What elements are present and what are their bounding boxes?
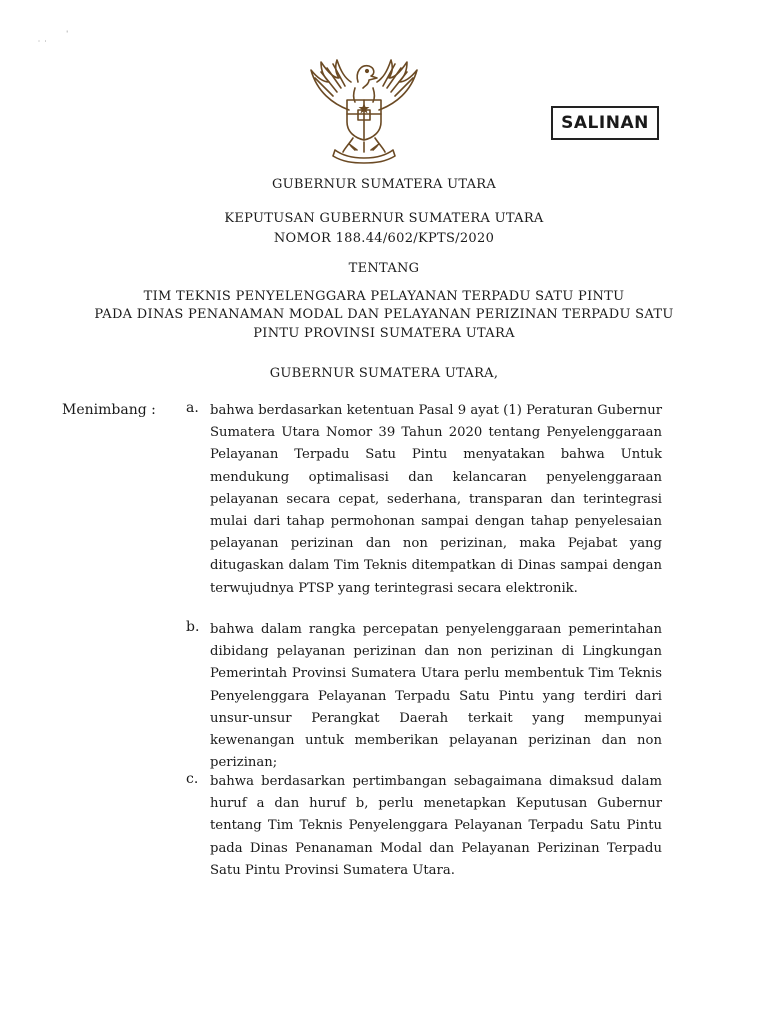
considering-label: Menimbang : [62,402,156,418]
decree-number: NOMOR 188.44/602/KPTS/2020 [273,231,495,246]
decree-title: KEPUTUSAN GUBERNUR SUMATERA UTARA [224,211,544,226]
item-text: bahwa dalam rangka percepatan penyelenggaraan pemerintahan dibidang pelayanan perizinan dan non perizinan di Lingkungan Pemerintah Provinsi Sumatera Utara perlu membentuk Tim Teknis Penyelenggara Pelayanan Terpadu Satu Pintu yang terdiri dari unsur-unsur Perangkat Daerah terkait yang mempunyai kewenangan untuk memberikan pelayanan perizinan dan non perizinan; [210,622,662,771]
item-letter: a. [186,400,199,416]
about-label: TENTANG [348,261,420,276]
subject-line: PINTU PROVINSI SUMATERA UTARA [253,326,515,341]
subject-line: TIM TEKNIS PENYELENGGARA PELAYANAN TERPADU SATU PINTU [143,289,625,304]
item-text: bahwa berdasarkan ketentuan Pasal 9 ayat (1) Peraturan Gubernur Sumatera Utara Nomor 39 Tahun 2020 tentang Penyelenggaraan Pelayanan Terpadu Satu Pintu menyatakan bahwa Untuk mendukung optimalisasi dan kelancaran penyelenggaraan pelayanan secara cepat, sederhana, transparan dan terintegrasi mulai dari tahap permohonan sampai dengan tahap penyelesaian pelayanan perizinan dan non perizinan, maka Pejabat yang ditugaskan dalam Tim Teknis ditempatkan di Dinas sampai dengan terwujudnya PTSP yang terintegrasi secara elektronik. [210,403,662,596]
salinan-stamp: SALINAN [551,106,659,140]
item-letter: b. [186,619,200,635]
garuda-emblem-icon [303,52,425,164]
scan-speck: ˈ [66,30,69,39]
subject-line: PADA DINAS PENANAMAN MODAL DAN PELAYANAN PERIZINAN TERPADU SATU [94,307,674,322]
issuer-title: GUBERNUR SUMATERA UTARA [271,177,497,192]
item-text: bahwa berdasarkan pertimbangan sebagaimana dimaksud dalam huruf a dan huruf b, perlu menetapkan Keputusan Gubernur tentang Tim Teknis Penyelenggara Pelayanan Terpadu Satu Pintu pada Dinas Penanaman Modal dan Pelayanan Perizinan Terpadu Satu Pintu Provinsi Sumatera Utara. [210,774,662,878]
item-letter: c. [186,771,199,787]
signatory-intro: GUBERNUR SUMATERA UTARA, [269,366,499,381]
scan-speck: ˙ ˙ [37,40,48,49]
